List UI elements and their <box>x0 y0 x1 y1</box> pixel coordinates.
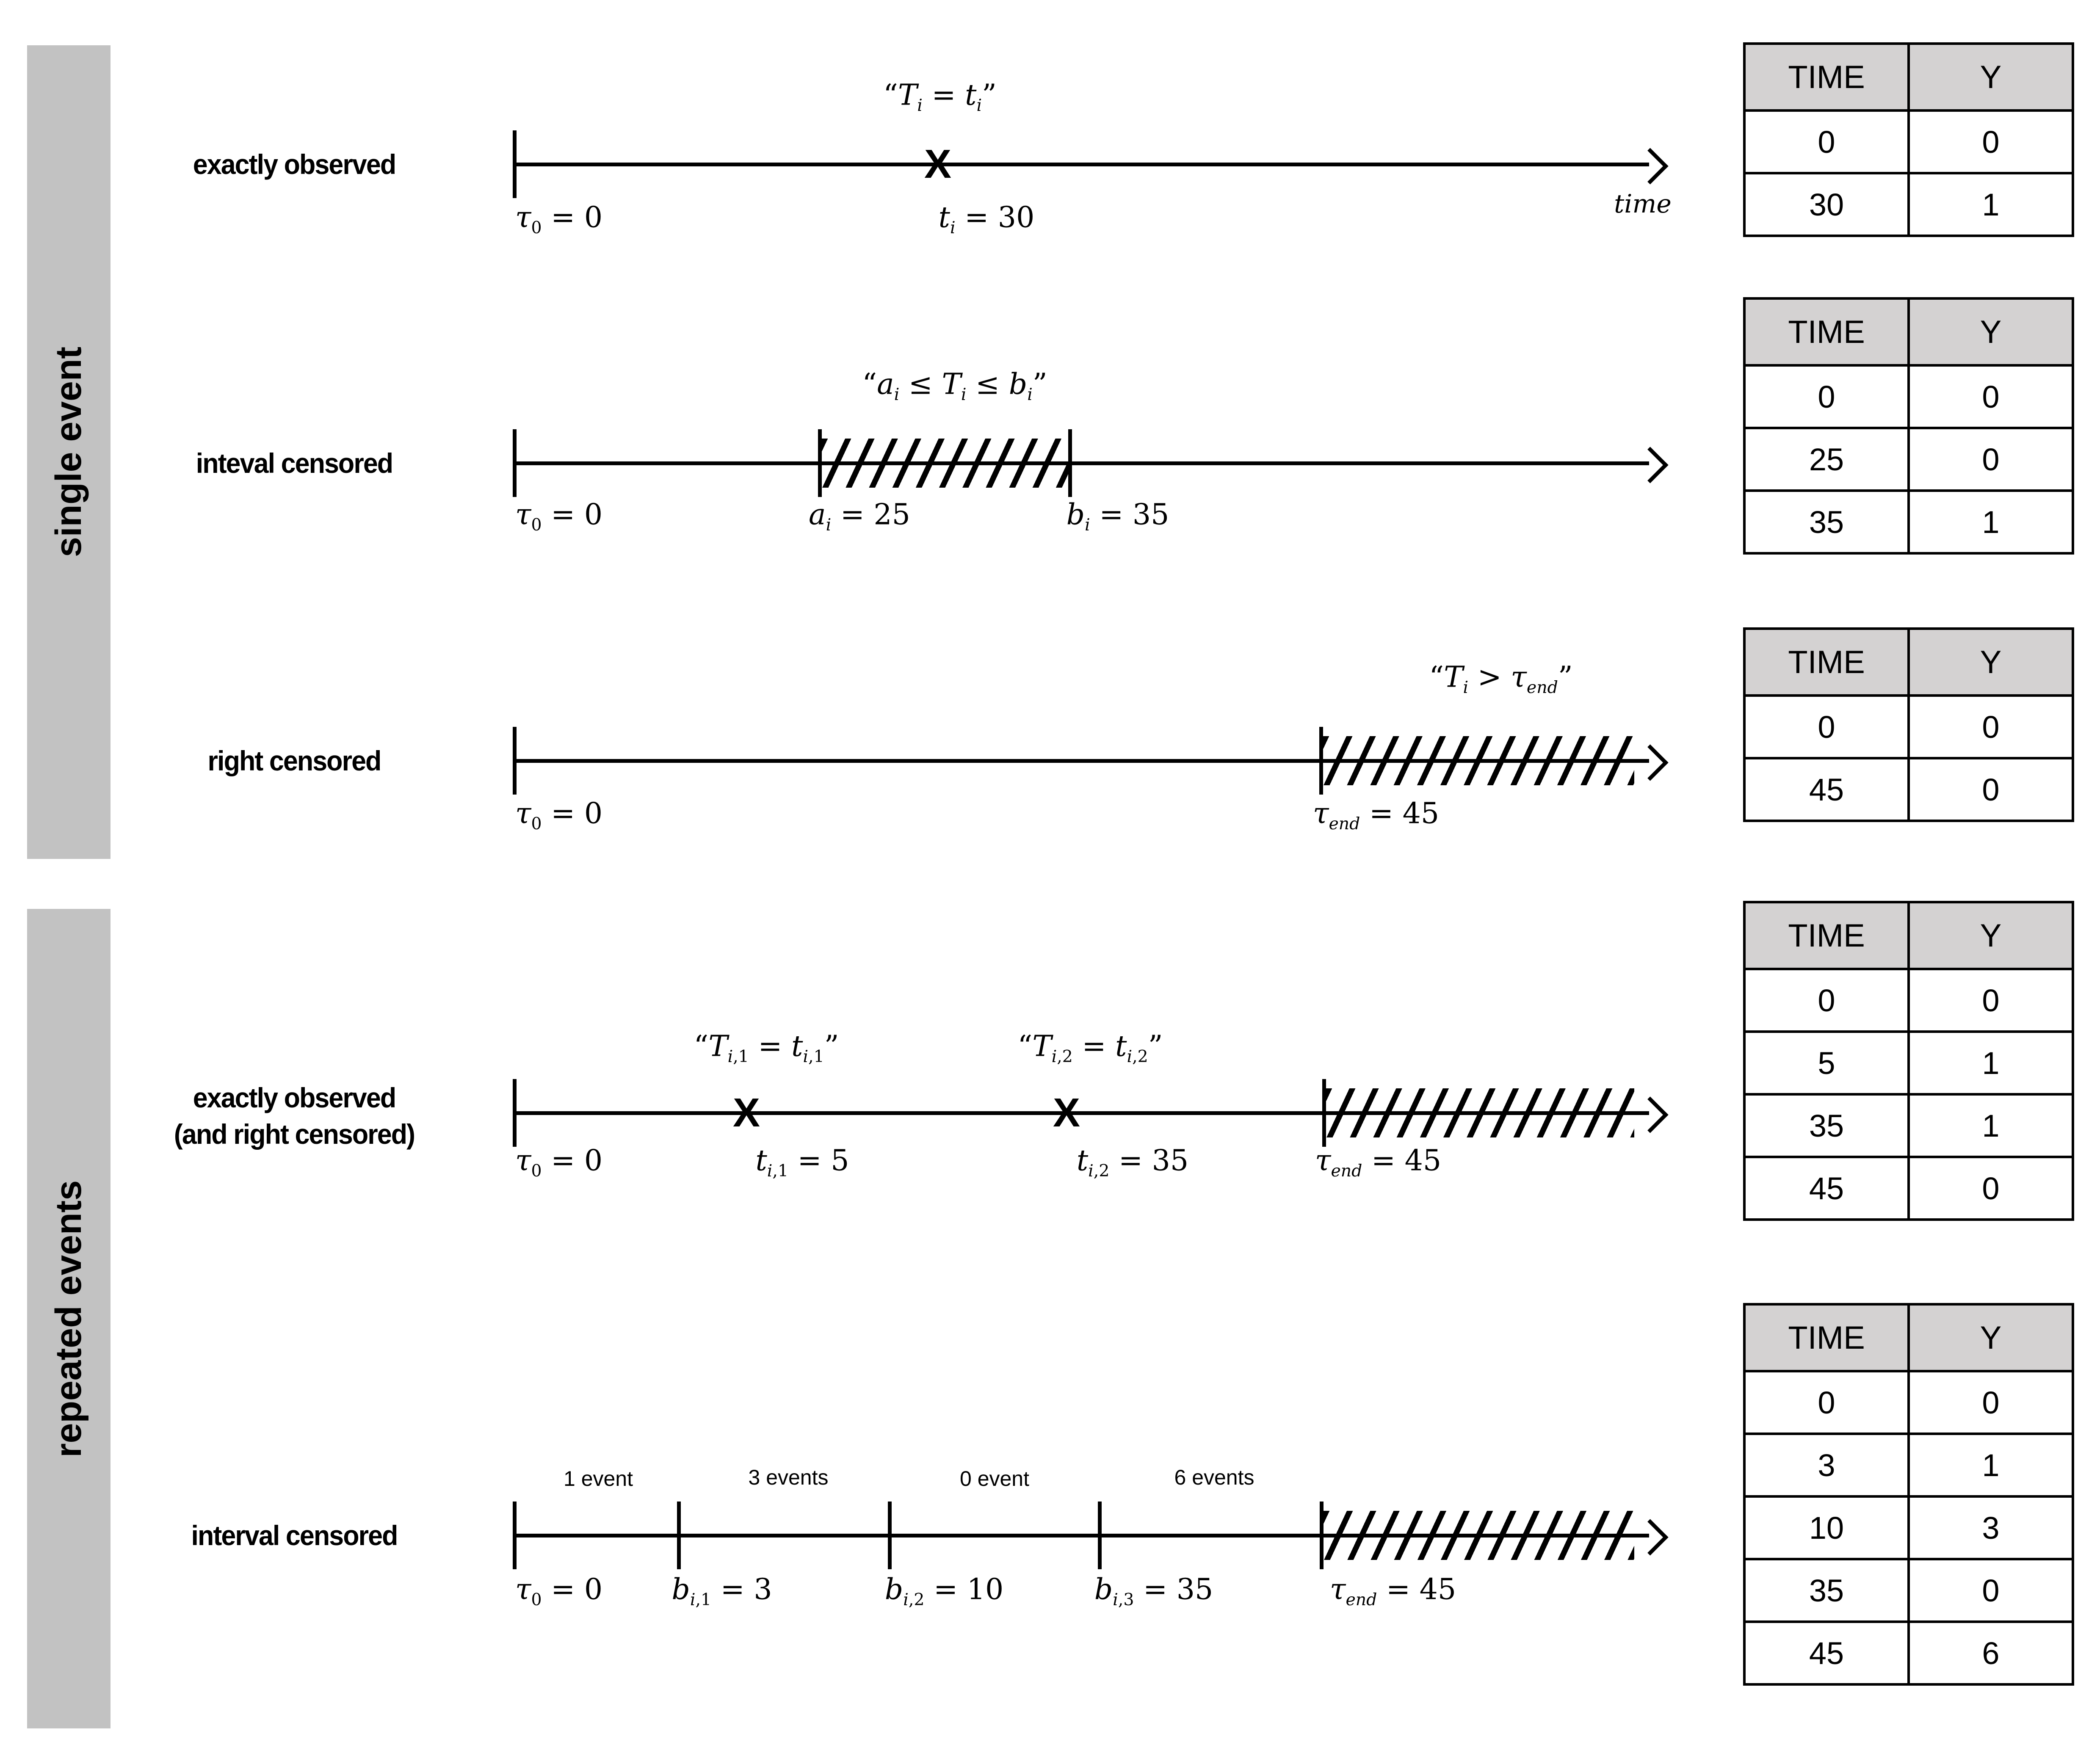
row-label-line1: exactly observed <box>193 1082 396 1113</box>
tick-tau-end <box>1322 1079 1326 1147</box>
table-row <box>1744 1032 2073 1094</box>
tau-end-label: $\tau_{end} = 45$ <box>1329 1573 1456 1610</box>
column-header: TIME <box>1744 902 1909 969</box>
arrowhead-icon <box>1632 447 1668 483</box>
table-row <box>1744 1371 2073 1434</box>
column-header: TIME <box>1744 629 1909 696</box>
group-label-repeated-events: repeated events <box>48 1180 89 1457</box>
group-bar-single-event <box>27 45 111 859</box>
censoring-hatch <box>822 439 1068 488</box>
column-header: TIME <box>1744 44 1909 110</box>
table-row <box>1744 173 2073 236</box>
table-cell: 0 <box>1909 758 2073 821</box>
timeline-line <box>514 461 1649 465</box>
time-y-table-exactly-observed-repeated <box>1743 901 2074 1221</box>
b2-label: $b_{i,2} = 10$ <box>884 1573 1004 1610</box>
table-cell: 5 <box>1744 1032 1909 1094</box>
tau-end-label: $\tau_{end} = 45$ <box>1315 1144 1442 1181</box>
table-row <box>1744 1434 2073 1496</box>
tick-tau0 <box>513 727 517 795</box>
table-cell: 45 <box>1744 1622 1909 1684</box>
tau0-label: $\tau_0 = 0$ <box>515 498 603 535</box>
table-cell: 10 <box>1744 1496 1909 1559</box>
table-cell: 0 <box>1744 110 1909 173</box>
table-cell: 0 <box>1744 365 1909 428</box>
event2-time-label: $t_{i,2} = 35$ <box>1076 1144 1189 1181</box>
arrowhead-icon <box>1632 1519 1668 1555</box>
tick-b2 <box>888 1502 892 1569</box>
table-cell: 35 <box>1744 1094 1909 1157</box>
column-header: TIME <box>1744 298 1909 365</box>
table-cell: 1 <box>1909 491 2073 553</box>
table-cell: 45 <box>1744 758 1909 821</box>
timeline-line <box>514 163 1649 166</box>
tick-b <box>1068 429 1072 497</box>
tick-b1 <box>677 1502 681 1569</box>
event-x-marker-2: X <box>1053 1090 1080 1135</box>
censoring-hatch <box>1324 1511 1634 1560</box>
row-label <box>113 1079 475 1152</box>
table-cell: 6 <box>1909 1622 2073 1684</box>
event-x-marker-1: X <box>732 1090 760 1135</box>
table-cell: 25 <box>1744 428 1909 491</box>
table-row <box>1744 1496 2073 1559</box>
column-header: TIME <box>1744 1304 1909 1371</box>
table-cell: 0 <box>1744 969 1909 1032</box>
censoring-hatch <box>1326 1088 1634 1137</box>
table-cell: 0 <box>1909 696 2073 758</box>
tau0-label: $\tau_0 = 0$ <box>515 1144 603 1181</box>
table-row <box>1744 758 2073 821</box>
b1-label: $b_{i,1} = 3$ <box>671 1573 772 1610</box>
tick-b3 <box>1098 1502 1102 1569</box>
table-row <box>1744 1622 2073 1684</box>
interval-count-label-2: 3 events <box>748 1466 829 1489</box>
time-y-table-right-censored <box>1743 627 2074 822</box>
annotation-formula: “$T_i = t_i$” <box>883 78 997 116</box>
tau-end-label: $\tau_{end} = 45$ <box>1312 797 1440 834</box>
table-cell: 30 <box>1744 173 1909 236</box>
table-cell: 0 <box>1909 1157 2073 1220</box>
row-label: right censored <box>207 745 381 776</box>
group-bar-repeated-events <box>27 909 111 1728</box>
arrowhead-icon <box>1632 1096 1668 1133</box>
table-row <box>1744 1559 2073 1622</box>
table-cell: 45 <box>1744 1157 1909 1220</box>
interval-start-label: $a_i = 25$ <box>809 498 910 535</box>
time-y-table-exactly-observed <box>1743 42 2074 237</box>
time-y-table-interval-censored-repeated <box>1743 1303 2074 1686</box>
table-cell: 0 <box>1909 1371 2073 1434</box>
group-label-single-event: single event <box>48 347 89 558</box>
tau0-label: $\tau_0 = 0$ <box>515 1573 603 1610</box>
censoring-hatch <box>1323 736 1634 785</box>
time-axis-label: time <box>1614 189 1672 219</box>
table-cell: 0 <box>1909 1559 2073 1622</box>
interval-count-label-1: 1 event <box>563 1467 633 1491</box>
table-cell: 0 <box>1909 428 2073 491</box>
table-row <box>1744 1094 2073 1157</box>
column-header: Y <box>1909 629 2073 696</box>
event1-time-label: $t_{i,1} = 5$ <box>755 1144 849 1181</box>
table-cell: 1 <box>1909 1032 2073 1094</box>
table-row <box>1744 491 2073 553</box>
table-cell: 35 <box>1744 491 1909 553</box>
table-cell: 3 <box>1909 1496 2073 1559</box>
arrowhead-icon <box>1632 744 1668 781</box>
tick-tau-end <box>1319 727 1323 795</box>
event-x-marker: X <box>924 141 952 187</box>
table-row <box>1744 1157 2073 1220</box>
column-header: Y <box>1909 44 2073 110</box>
row-label: exactly observed <box>193 149 396 180</box>
tick-tau-end <box>1320 1502 1324 1569</box>
tau0-label: $\tau_0 = 0$ <box>515 201 603 238</box>
b3-label: $b_{i,3} = 35$ <box>1094 1573 1213 1610</box>
table-row <box>1744 969 2073 1032</box>
table-cell: 1 <box>1909 1434 2073 1496</box>
annotation-formula: “$a_i \le T_i \le b_i$” <box>862 367 1047 405</box>
annotation-formula: “$T_i > \tau_{end}$” <box>1429 660 1573 698</box>
annotation-formula-2: “$T_{i,2} = t_{i,2}$” <box>1017 1030 1163 1067</box>
table-cell: 0 <box>1909 969 2073 1032</box>
table-cell: 0 <box>1744 1371 1909 1434</box>
tick-tau0 <box>513 130 517 198</box>
table-row <box>1744 428 2073 491</box>
column-header: Y <box>1909 298 2073 365</box>
annotation-formula-1: “$T_{i,1} = t_{i,1}$” <box>694 1030 839 1067</box>
tick-tau0 <box>513 1502 517 1569</box>
table-row <box>1744 365 2073 428</box>
table-cell: 0 <box>1909 110 2073 173</box>
interval-count-label-4: 6 events <box>1174 1466 1254 1489</box>
table-cell: 1 <box>1909 173 2073 236</box>
table-row <box>1744 696 2073 758</box>
table-cell: 1 <box>1909 1094 2073 1157</box>
tick-a <box>818 429 822 497</box>
time-y-table-interval-censored <box>1743 297 2074 555</box>
table-row <box>1744 110 2073 173</box>
tick-tau0 <box>513 1079 517 1147</box>
column-header: Y <box>1909 1304 2073 1371</box>
table-cell: 0 <box>1744 696 1909 758</box>
table-cell: 0 <box>1909 365 2073 428</box>
column-header: Y <box>1909 902 2073 969</box>
table-cell: 3 <box>1744 1434 1909 1496</box>
tau0-label: $\tau_0 = 0$ <box>515 797 603 834</box>
interval-count-label-3: 0 event <box>959 1467 1030 1491</box>
tick-tau0 <box>513 429 517 497</box>
interval-end-label: $b_i = 35$ <box>1066 498 1169 535</box>
row-label: inteval censored <box>196 447 393 479</box>
row-label: interval censored <box>191 1520 398 1551</box>
table-cell: 35 <box>1744 1559 1909 1622</box>
row-label-line2: (and right censored) <box>174 1118 415 1150</box>
arrowhead-icon <box>1632 148 1668 184</box>
event-time-label: $t_i = 30$ <box>938 201 1035 238</box>
